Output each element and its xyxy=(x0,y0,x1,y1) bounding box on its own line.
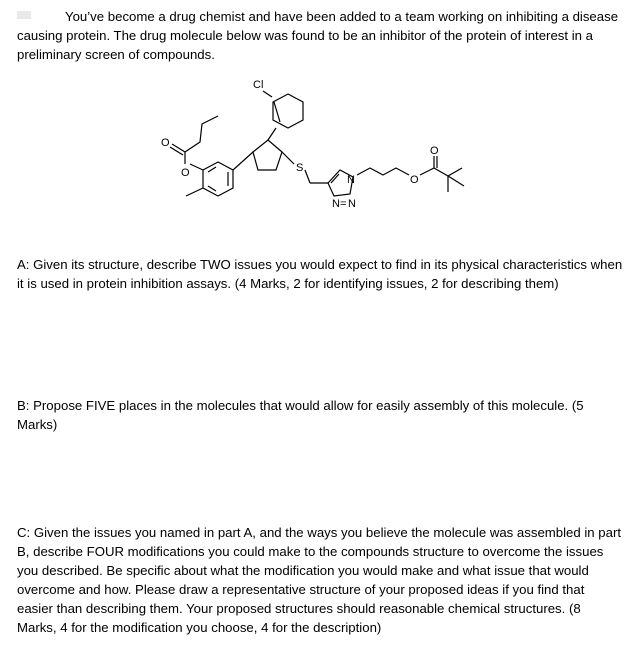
cyclopentane-ring xyxy=(253,140,282,170)
atom-label-o-carbonyl-right: O xyxy=(430,145,439,157)
atom-label-cl: Cl xyxy=(253,79,264,91)
atom-label-s: S xyxy=(296,162,304,174)
bond-carbonyl-single xyxy=(172,144,185,152)
atom-label-o-ether-left: O xyxy=(181,167,190,179)
bond-alkyl-chain xyxy=(357,168,409,175)
intro-text: You’ve become a drug chemist and have been added to a team working on inhibiting a disease causing protein. The drug molecule below was found to be an inhibitor of the protein of interest in a preliminary screen of compounds. xyxy=(17,9,619,62)
atom-label-n1: N xyxy=(347,174,355,186)
intro-paragraph xyxy=(17,7,623,64)
question-a: A: Given its structure, describe TWO issues you would expect to find in its physical characteristics when it is used in protein inhibition assays. (4 Marks, 2 for identifying issues, 2 for describing them) xyxy=(17,257,623,291)
bond-cyclopentyl-cyclohexyl xyxy=(268,128,276,140)
cyclohexane-ring xyxy=(273,94,303,128)
question-b: B: Propose FIVE places in the molecules that would allow for easily assembly of this molecule. (5 Marks) xyxy=(17,398,584,432)
atom-label-eq: = xyxy=(340,198,347,210)
bond-o-carbonyl-carbon xyxy=(420,168,434,175)
bond-aryl-oxygen xyxy=(190,164,203,170)
atom-label-n3: N xyxy=(332,198,340,210)
bond-s-ch2 xyxy=(305,170,310,183)
bond-methyl xyxy=(186,188,203,196)
bond-ester-chain xyxy=(185,116,218,152)
bond-cyclohexyl-junction xyxy=(274,102,280,122)
atom-label-n2: N xyxy=(348,198,356,210)
bond-cl xyxy=(263,91,272,97)
atom-label-o-carbonyl-left: O xyxy=(161,137,170,149)
bond-tbutyl-me1 xyxy=(448,168,462,176)
aromatic-double-bond-3 xyxy=(208,186,216,191)
chemical-structure-diagram xyxy=(150,72,500,222)
atom-label-o-ether-right: O xyxy=(410,174,419,186)
bond-carbonyl-double xyxy=(170,147,183,155)
bond-tbutyl-me3 xyxy=(448,176,464,186)
bond-ring-s xyxy=(282,152,294,164)
question-c: C: Given the issues you named in part A, and the ways you believe the molecule was assembled in part B, describe FOUR modifications you could make to the compounds structure to overcome the issues you described. Be specific about what the modification you would make and what issue that would overcome and how. Please draw a representative structure of your proposed ideas if you find that easier than describing them. Your proposed structures should reasonable chemical structures. (8 Marks, 4 for the modification you choose, 4 for the description) xyxy=(17,525,622,635)
bond-aryl-cyclopentyl xyxy=(233,152,253,170)
bond-carbonyl-tbutyl xyxy=(434,168,448,176)
aromatic-double-bond-2 xyxy=(208,167,216,172)
